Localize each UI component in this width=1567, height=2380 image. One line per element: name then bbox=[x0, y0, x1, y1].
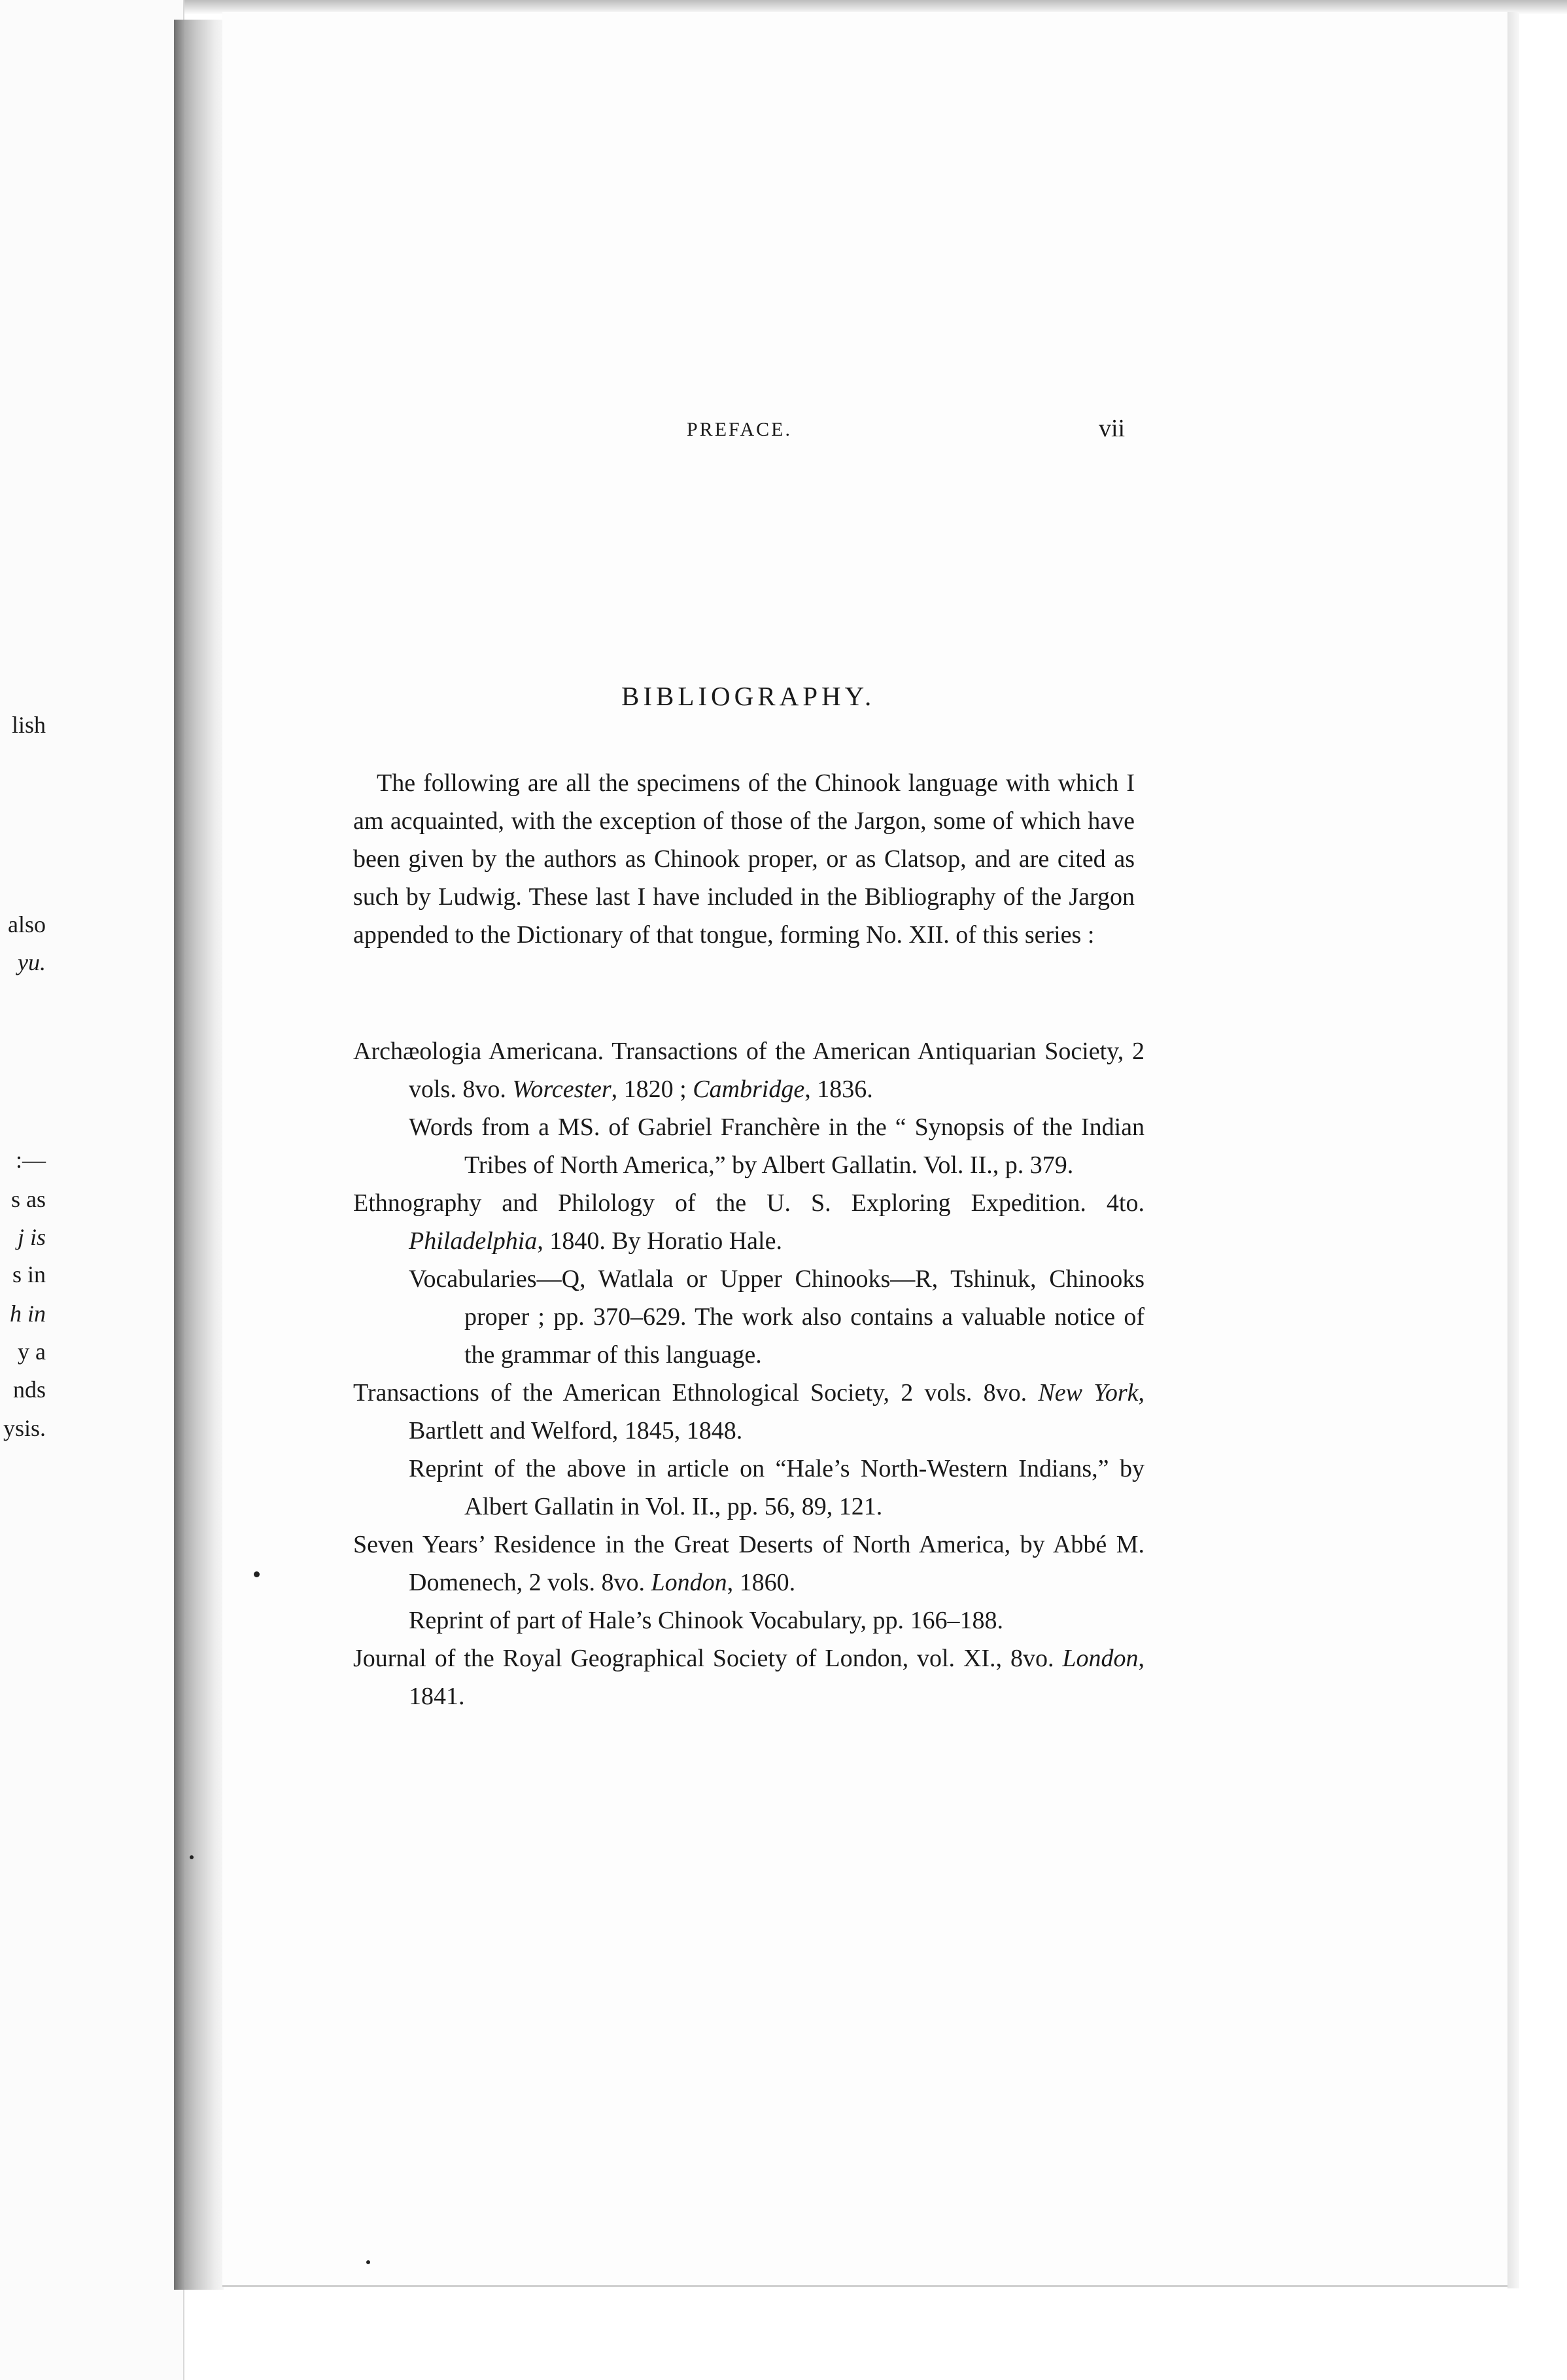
left-page-fragment: :— bbox=[15, 1147, 46, 1173]
running-head: PREFACE. bbox=[687, 419, 792, 440]
entry-place: Worcester bbox=[512, 1076, 611, 1103]
left-page-fragment: s in bbox=[12, 1261, 46, 1287]
left-page-fragment: also bbox=[8, 911, 46, 937]
entry-place: Cambridge bbox=[693, 1076, 805, 1103]
left-page-fragment: ysis. bbox=[3, 1415, 46, 1441]
bibliography-entry bbox=[353, 1032, 1145, 1108]
left-page-fragment: s as bbox=[11, 1186, 46, 1212]
entry-text: , 1841. bbox=[409, 1645, 1145, 1710]
book-gutter bbox=[178, 20, 224, 2290]
left-page-fragment: lish bbox=[11, 712, 46, 738]
entry-text: Journal of the Royal Geographical Society of London, vol. XI., 8vo. bbox=[353, 1645, 1063, 1672]
bibliography-entry bbox=[353, 1526, 1145, 1601]
left-page-fragment: nds bbox=[12, 1376, 46, 1403]
bibliography-entry bbox=[353, 1374, 1145, 1450]
entry-text: , 1836. bbox=[804, 1076, 873, 1103]
scan-speck bbox=[254, 1571, 260, 1577]
entry-text: Transactions of the American Ethnological Society, 2 vols. 8vo. bbox=[353, 1379, 1039, 1407]
entry-text: Seven Years’ Residence in the Great Deserts of North America, by Abbé M. Domenech, 2 vols. 8vo. bbox=[353, 1531, 1145, 1596]
left-page-fragment: yu. bbox=[18, 949, 46, 975]
bibliography-entry bbox=[353, 1184, 1145, 1260]
page-number: vii bbox=[1099, 415, 1126, 442]
page-edge bbox=[1507, 12, 1519, 2288]
left-page-fragment: h in bbox=[9, 1301, 46, 1327]
left-page-fragment: j is bbox=[17, 1224, 46, 1250]
entry-text: , 1820 ; bbox=[611, 1076, 693, 1103]
entry-place: London bbox=[1062, 1645, 1139, 1672]
bibliography-subentry: Words from a MS. of Gabriel Franchère in the “ Synopsis of the Indian Tribes of North America,” by Albert Gallatin. Vol. II., p. 379. bbox=[409, 1113, 1145, 1179]
entry-place: New York bbox=[1038, 1379, 1139, 1407]
entry-text: , 1840. By Horatio Hale. bbox=[537, 1227, 782, 1255]
bibliography-list bbox=[353, 1032, 1145, 1715]
entry-text: Ethnography and Philology of the U. S. Exploring Expedition. 4to. bbox=[353, 1189, 1145, 1217]
bibliography-entry bbox=[353, 1639, 1145, 1715]
intro-paragraph: The following are all the specimens of the Chinook language with which I am acquainted, with the exception of those of the Jargon, some of which have been given by the authors as Chinook proper, or as Clatsop, and are cited as such by Ludwig. These last I have included in the Bibliography of the Jargon appended to the Dictionary of that tongue, forming No. XII. of this series : bbox=[353, 769, 1135, 949]
scan-speck bbox=[366, 2260, 370, 2264]
entry-place: Philadelphia bbox=[409, 1227, 538, 1255]
entry-text: , 1860. bbox=[727, 1569, 796, 1596]
entry-text: , Bartlett and Welford, 1845, 1848. bbox=[409, 1379, 1145, 1444]
bibliography-subentry: Reprint of part of Hale’s Chinook Vocabulary, pp. 166–188. bbox=[409, 1607, 1004, 1634]
gutter-shadow bbox=[174, 20, 184, 2290]
section-title: BIBLIOGRAPHY. bbox=[621, 681, 876, 711]
entry-text: Archæologia Americana. Transactions of the American Antiquarian Society, 2 vols. 8vo. bbox=[353, 1038, 1145, 1103]
left-page-fragment: y a bbox=[18, 1339, 46, 1365]
entry-place: London bbox=[651, 1569, 727, 1596]
scan-speck bbox=[190, 1855, 194, 1859]
bibliography-subentry: Reprint of the above in article on “Hale’s North-Western Indians,” by Albert Gallatin in Vol. II., pp. 56, 89, 121. bbox=[409, 1455, 1145, 1520]
bibliography-subentry: Vocabularies—Q, Watlala or Upper Chinooks—R, Tshinuk, Chinooks proper ; pp. 370–629. The work also contains a valuable notice of the grammar of this language. bbox=[409, 1265, 1145, 1369]
